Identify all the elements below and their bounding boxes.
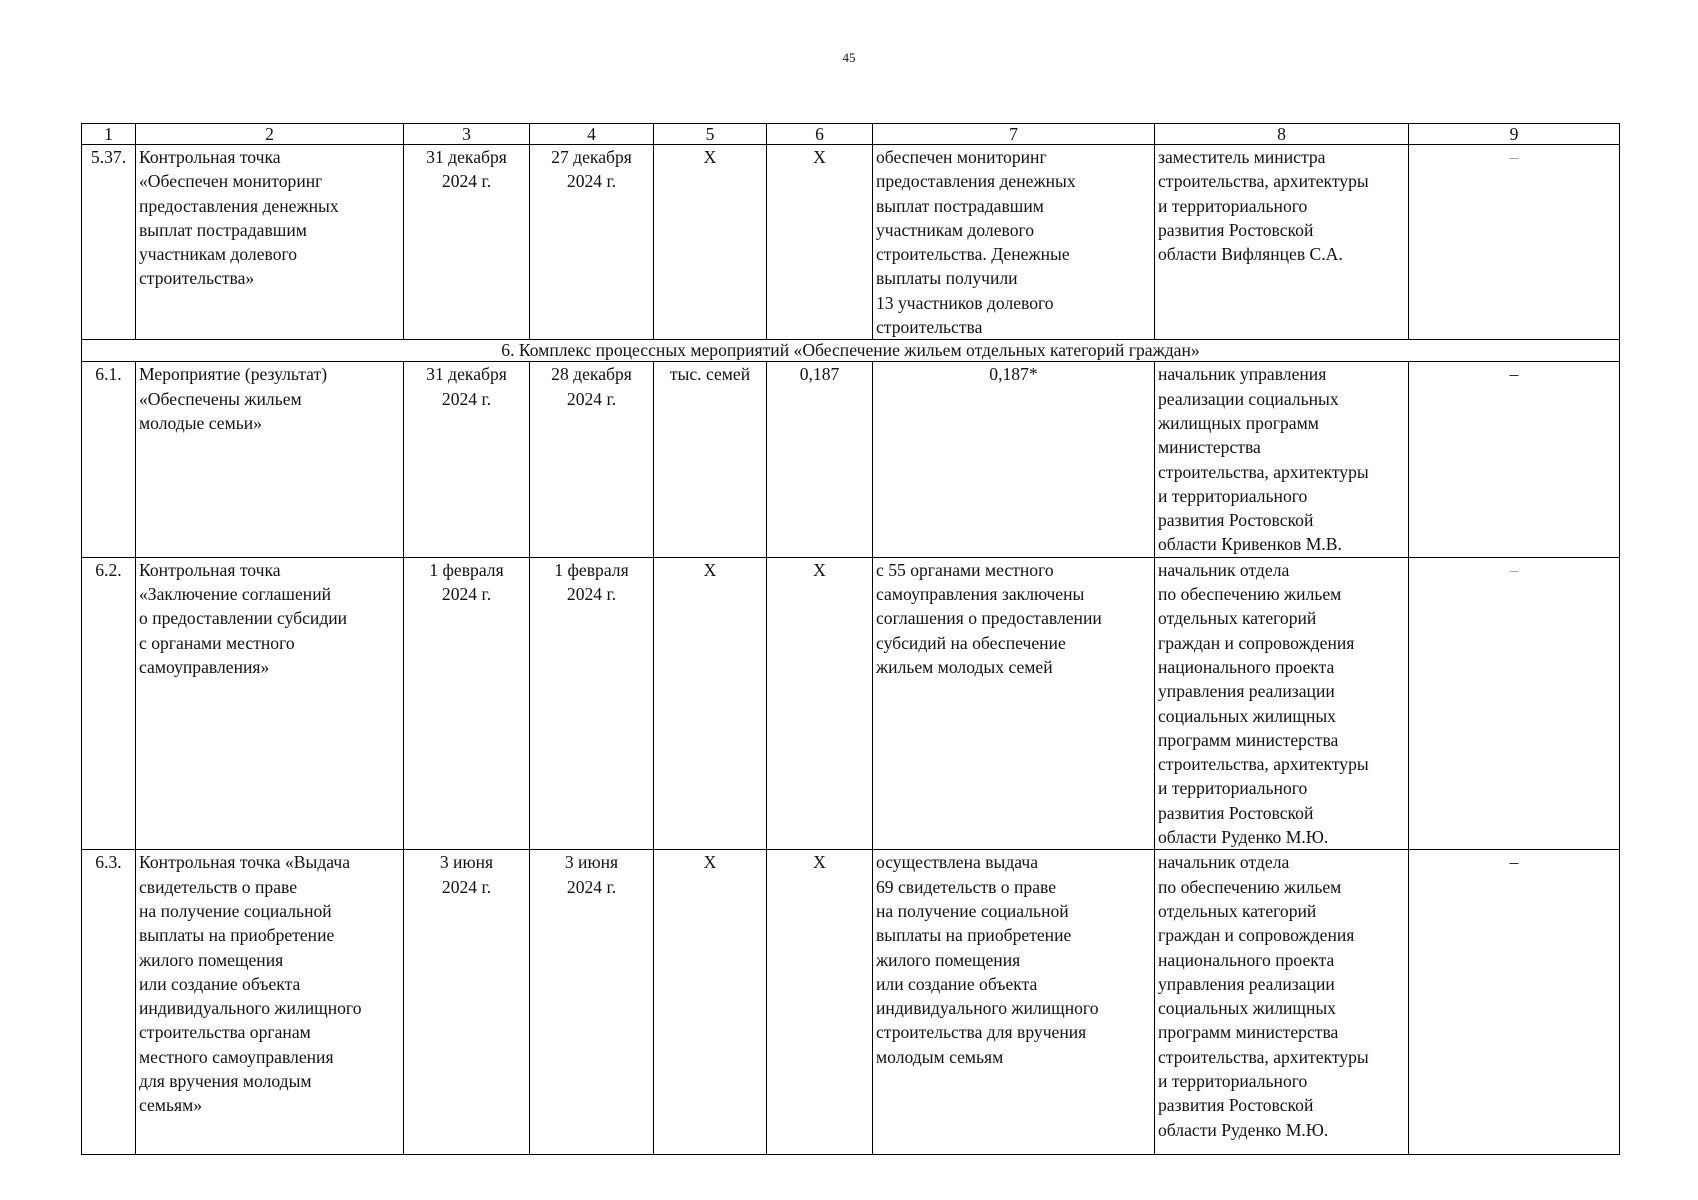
plan-value: Х [767, 557, 873, 850]
plan-date: 31 декабря 2024 г. [404, 145, 530, 340]
result-text: осуществлена выдача 69 свидетельств о праве на получение социальной выплаты на приобретение жилого помещения или создание объекта индивидуального жилищного строительства для вручения молодым семьям [873, 850, 1155, 1155]
row-number: 6.2. [82, 557, 136, 850]
plan-date: 1 февраля 2024 г. [404, 557, 530, 850]
responsible-person: начальник отдела по обеспечению жильем отдельных категорий граждан и сопровождения национального проекта управления реализации социальных жилищных программ министерства строительства, архитектуры и территориального развития Ростовской области Руденко М.Ю. [1155, 557, 1409, 850]
responsible-person: начальник управления реализации социальных жилищных программ министерства строительства, архитектуры и территориального развития Ростовской области Кривенков М.В. [1155, 362, 1409, 557]
responsible-person: заместитель министра строительства, архитектуры и территориального развития Ростовской области Вифлянцев С.А. [1155, 145, 1409, 340]
plan-date: 31 декабря 2024 г. [404, 362, 530, 557]
note: – [1409, 557, 1620, 850]
unit: тыс. семей [654, 362, 767, 557]
header-col-2: 2 [136, 124, 404, 145]
plan-date: 3 июня 2024 г. [404, 850, 530, 1155]
header-col-4: 4 [530, 124, 654, 145]
result-text: 0,187* [873, 362, 1155, 557]
report-table [81, 123, 1620, 1155]
row-number: 5.37. [82, 145, 136, 340]
header-col-7: 7 [873, 124, 1155, 145]
header-col-5: 5 [654, 124, 767, 145]
section-row [82, 340, 1620, 362]
header-col-6: 6 [767, 124, 873, 145]
header-col-1: 1 [82, 124, 136, 145]
header-col-3: 3 [404, 124, 530, 145]
note: – [1409, 145, 1620, 340]
fact-date: 27 декабря 2024 г. [530, 145, 654, 340]
unit: Х [654, 557, 767, 850]
header-row [82, 124, 1620, 145]
page-number: 45 [842, 50, 856, 65]
table-row [82, 557, 1620, 850]
unit: Х [654, 145, 767, 340]
unit: Х [654, 850, 767, 1155]
result-text: с 55 органами местного самоуправления заключены соглашения о предоставлении субсидий на обеспечение жильем молодых семей [873, 557, 1155, 850]
fact-date: 28 декабря 2024 г. [530, 362, 654, 557]
fact-date: 1 февраля 2024 г. [530, 557, 654, 850]
row-number: 6.3. [82, 850, 136, 1155]
row-name: Контрольная точка «Заключение соглашений о предоставлении субсидии с органами местного самоуправления» [136, 557, 404, 850]
row-number: 6.1. [82, 362, 136, 557]
result-text: обеспечен мониторинг предоставления денежных выплат пострадавшим участникам долевого строительства. Денежные выплаты получили 13 участников долевого строительства [873, 145, 1155, 340]
fact-date: 3 июня 2024 г. [530, 850, 654, 1155]
row-name: Контрольная точка «Обеспечен мониторинг предоставления денежных выплат пострадавшим участникам долевого строительства» [136, 145, 404, 340]
row-name: Контрольная точка «Выдача свидетельств о праве на получение социальной выплаты на приобретение жилого помещения или создание объекта индивидуального жилищного строительства органам местного самоуправления для вручения молодым семьям» [136, 850, 404, 1155]
table-row [82, 145, 1620, 340]
table-row [82, 362, 1620, 557]
responsible-person: начальник отдела по обеспечению жильем отдельных категорий граждан и сопровождения национального проекта управления реализации социальных жилищных программ министерства строительства, архитектуры и территориального развития Ростовской области Руденко М.Ю. [1155, 850, 1409, 1155]
plan-value: Х [767, 145, 873, 340]
header-col-9: 9 [1409, 124, 1620, 145]
table-row [82, 850, 1620, 1155]
note: – [1409, 362, 1620, 557]
row-name: Мероприятие (результат) «Обеспечены жильем молодые семьи» [136, 362, 404, 557]
section-title: 6. Комплекс процессных мероприятий «Обеспечение жильем отдельных категорий граждан» [82, 340, 1620, 362]
plan-value: Х [767, 850, 873, 1155]
plan-value: 0,187 [767, 362, 873, 557]
header-col-8: 8 [1155, 124, 1409, 145]
note: – [1409, 850, 1620, 1155]
